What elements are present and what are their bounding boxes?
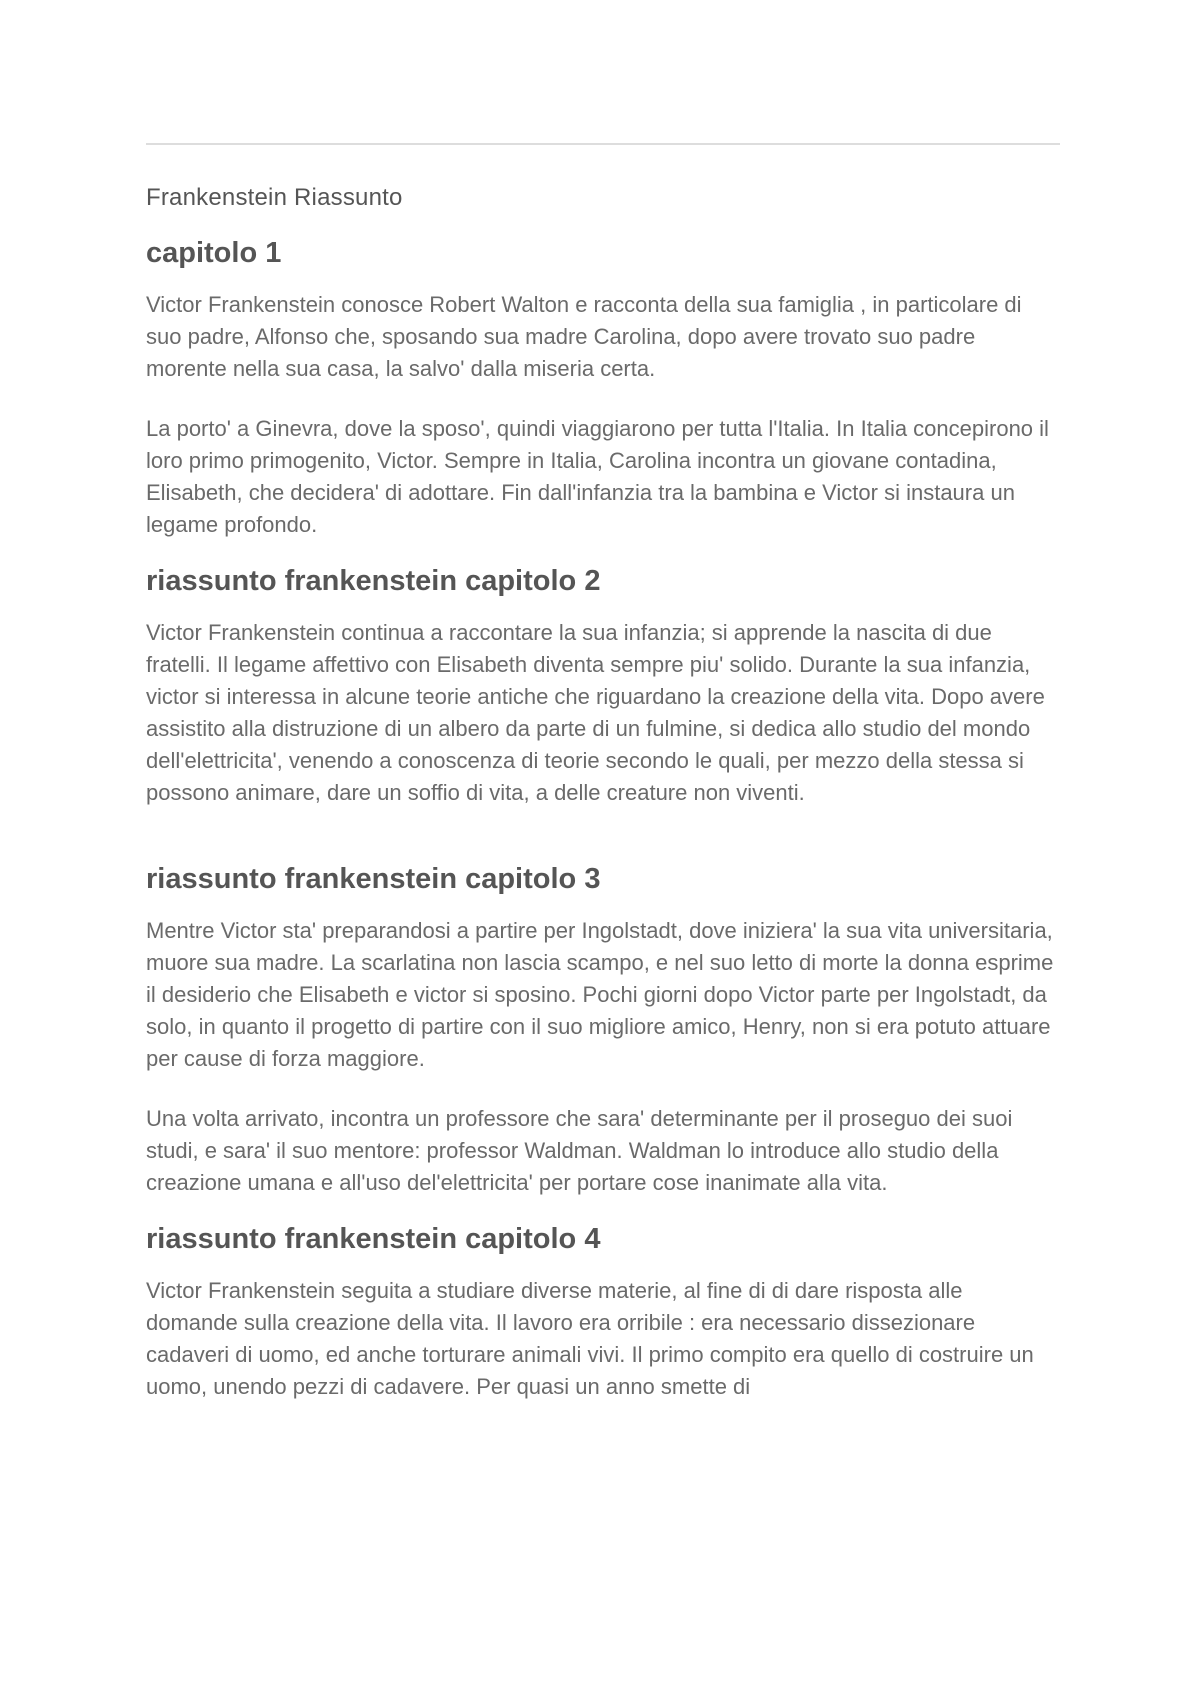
paragraph: Victor Frankenstein conosce Robert Walton e racconta della sua famiglia , in particolare di suo padre, Alfonso che, sposando sua madre Carolina, dopo avere trovato suo padre morente nella sua casa, la salvo' dalla miseria certa. xyxy=(146,292,1022,381)
chapter-heading: riassunto frankenstein capitolo 2 xyxy=(146,565,601,597)
paragraph: La porto' a Ginevra, dove la sposo', quindi viaggiarono per tutta l'Italia. In Italia concepirono il loro primo primogenito, Victor. Sempre in Italia, Carolina incontra un giovane contadina, Elisabeth, che decidera' di adottare. Fin dall'infanzia tra la bambina e Victor si instaura un legame profondo. xyxy=(146,416,1049,537)
section-chapter-2 xyxy=(146,563,1060,809)
paragraph: Victor Frankenstein seguita a studiare diverse materie, al fine di di dare risposta alle domande sulla creazione della vita. Il lavoro era orribile : era necessario dissezionare cadaveri di uomo, ed anche torturare animali vivi. Il primo compito era quello di costruire un uomo, unendo pezzi di cadavere. Per quasi un anno smette di xyxy=(146,1278,1034,1399)
section-chapter-4 xyxy=(146,1221,1060,1403)
paragraph: Victor Frankenstein continua a raccontare la sua infanzia; si apprende la nascita di due fratelli. Il legame affettivo con Elisabeth diventa sempre piu' solido. Durante la sua infanzia, victor si interessa in alcune teorie antiche che riguardano la creazione della vita. Dopo avere assistito alla distruzione di un albero da parte di un fulmine, si dedica allo studio del mondo dell'elettricita', venendo a conoscenza di teorie secondo le quali, per mezzo della stessa si possono animare, dare un soffio di vita, a delle creature non viventi. xyxy=(146,620,1045,805)
paragraph: Una volta arrivato, incontra un professore che sara' determinante per il proseguo dei suoi studi, e sara' il suo mentore: professor Waldman. Waldman lo introduce allo studio della creazione umana e all'uso del'elettricita' per portare cose inanimate alla vita. xyxy=(146,1106,1013,1195)
document-title: Frankenstein Riassunto xyxy=(146,184,403,211)
section-chapter-1 xyxy=(146,235,1060,541)
chapter-heading: riassunto frankenstein capitolo 3 xyxy=(146,863,601,895)
chapter-heading: capitolo 1 xyxy=(146,237,282,269)
paragraph: Mentre Victor sta' preparandosi a partire per Ingolstadt, dove iniziera' la sua vita universitaria, muore sua madre. La scarlatina non lascia scampo, e nel suo letto di morte la donna esprime il desiderio che Elisabeth e victor si sposino. Pochi giorni dopo Victor parte per Ingolstadt, da solo, in quanto il progetto di partire con il suo migliore amico, Henry, non si era potuto attuare per cause di forza maggiore. xyxy=(146,918,1054,1071)
top-divider xyxy=(146,143,1060,145)
document-page xyxy=(146,143,1060,1403)
chapter-heading: riassunto frankenstein capitolo 4 xyxy=(146,1223,601,1255)
section-chapter-3 xyxy=(146,861,1060,1199)
